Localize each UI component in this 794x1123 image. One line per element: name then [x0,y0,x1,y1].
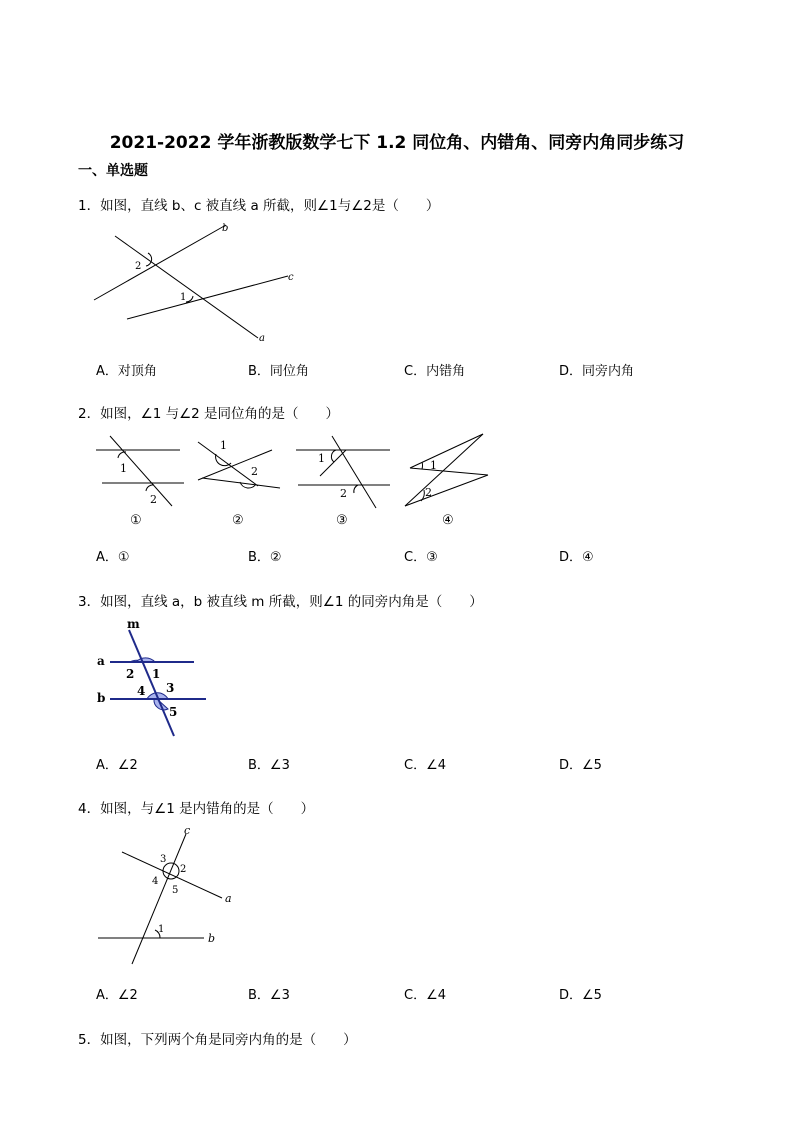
angle-2-label: 2 [180,864,187,875]
fig2-4-angle-1: 1 [430,459,437,472]
question-4-figure [94,822,254,970]
line-b-label: b [97,691,106,705]
q4-option-b[interactable]: B．∠3 [248,988,290,1003]
question-1-figure [80,218,310,348]
fig2-caption-2: ② [232,513,244,528]
q4-option-d[interactable]: D．∠5 [559,988,602,1003]
fig2-2-angle-2: 2 [251,465,258,478]
angle-3-label: 3 [166,681,175,695]
angle-1-label: 1 [152,667,161,681]
question-5-text: 5．如图，下列两个角是同旁内角的是（ ） [78,1032,357,1048]
fig2-3-angle-2: 2 [340,487,347,500]
angle-1-label: 1 [158,924,165,935]
q3-option-b[interactable]: B．∠3 [248,758,290,773]
question-4-text: 4．如图，与∠1 是内错角的是（ ） [78,801,315,817]
angle-4-label: 4 [137,684,146,698]
angle-3-label: 3 [160,854,167,865]
q4-option-a[interactable]: A．∠2 [96,988,138,1003]
line-c-label: c [288,272,294,283]
q1-option-a[interactable]: A．对顶角 [96,364,157,379]
q4-option-c[interactable]: C．∠4 [404,988,447,1003]
question-2-text: 2．如图，∠1 与∠2 是同位角的是（ ） [78,406,340,422]
q3-option-a[interactable]: A．∠2 [96,758,138,773]
angle-2-label: 2 [126,667,135,681]
line-c-label: c [184,824,191,837]
angle-2-label: 2 [135,261,142,272]
q2-option-b[interactable]: B．② [248,550,282,565]
question-3-figure [92,614,212,742]
q3-option-c[interactable]: C．∠4 [404,758,447,773]
q2-option-a[interactable]: A．① [96,550,130,565]
fig2-4-angle-2: 2 [425,486,432,499]
fig2-2-angle-1: 1 [220,439,227,452]
q1-option-d[interactable]: D．同旁内角 [559,364,635,379]
page-title: 2021-2022 学年浙教版数学七下 1.2 同位角、内错角、同旁内角同步练习 [109,133,685,153]
fig2-caption-3: ③ [336,513,348,528]
line-a-label: a [225,892,232,905]
fig2-1-angle-2: 2 [150,493,157,506]
angle-1-label: 1 [180,292,187,303]
angle-5-label: 5 [169,705,178,719]
fig2-caption-1: ① [130,513,142,528]
fig2-1-angle-1: 1 [120,462,127,475]
line-m-label: m [127,617,140,631]
q3-option-d[interactable]: D．∠5 [559,758,602,773]
line-a-label: a [259,333,265,344]
section-heading: 一、单选题 [78,163,148,179]
q1-option-c[interactable]: C．内错角 [404,364,466,379]
line-b-label: b [222,223,229,234]
question-1-text: 1．如图，直线 b、c 被直线 a 所截，则∠1与∠2是（ ） [78,198,440,214]
q2-option-c[interactable]: C．③ [404,550,438,565]
fig2-caption-4: ④ [442,513,454,528]
question-3-text: 3．如图，直线 a，b 被直线 m 所截，则∠1 的同旁内角是（ ） [78,594,483,610]
question-2-figure [90,428,500,532]
fig2-3-angle-1: 1 [318,452,325,465]
angle-4-label: 4 [152,876,159,887]
q2-option-d[interactable]: D．④ [559,550,594,565]
line-a-label: a [97,654,105,668]
angle-5-label: 5 [172,885,179,896]
line-b-label: b [208,932,216,945]
q1-option-b[interactable]: B．同位角 [248,364,309,379]
